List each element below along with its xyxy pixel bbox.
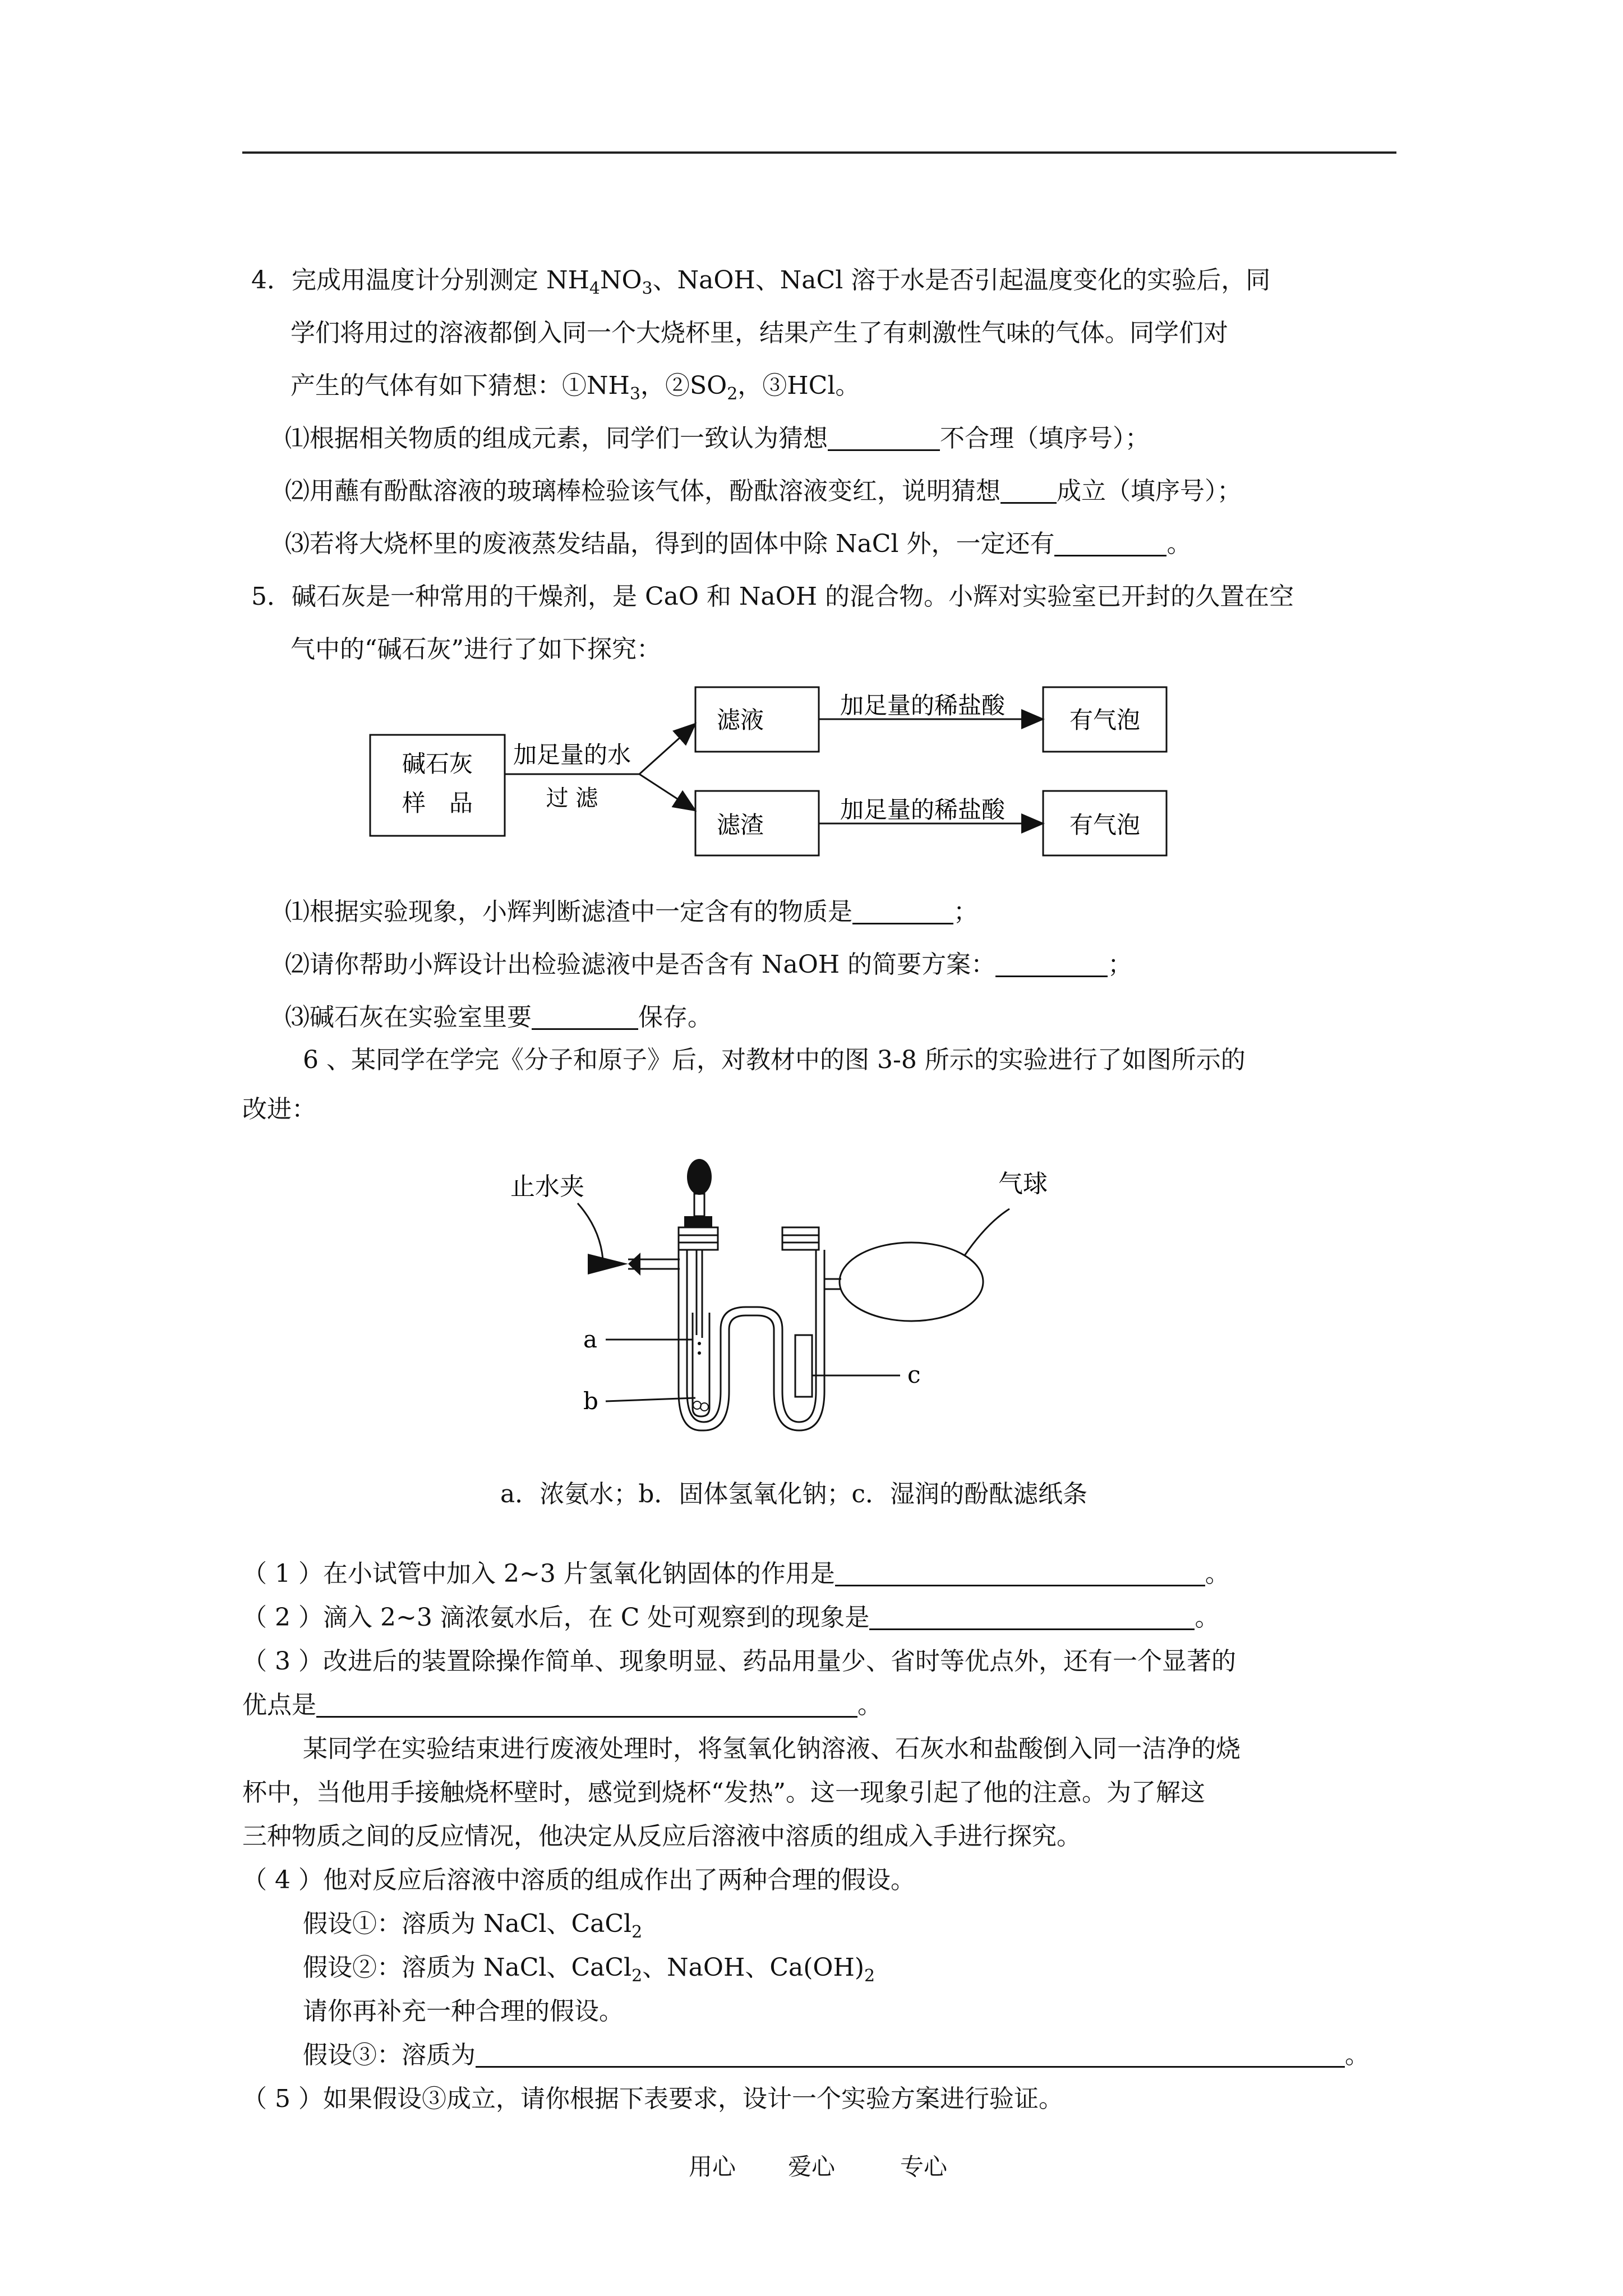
header-rule [242,151,1396,154]
filtrate-label: 滤液 [716,706,764,734]
footer-text-1: 用心 [689,2153,736,2180]
sample-label-2: 样 品 [402,789,473,817]
q5-line-2: 气中的“碱石灰”进行了如下探究： [291,635,661,664]
balloon [840,1243,983,1321]
label-c: c [907,1361,921,1388]
answer-blank[interactable] [1054,530,1166,556]
hypothesis-3: 假设③：溶质为 。 [303,2041,1370,2069]
small-test-tube [693,1313,709,1416]
q6-line-1: 6 、某同学在学完《分子和原子》后，对教材中的图 3-8 所示的实验进行了如图所示的 [303,1046,1246,1074]
acid-label-top: 加足量的稀盐酸 [840,692,1006,719]
result-label-top: 有气泡 [1069,706,1141,734]
result-label-bottom: 有气泡 [1069,811,1141,839]
q6-para-3: 三种物质之间的反应情况，他决定从反应后溶液中溶质的组成入手进行探究。 [242,1822,1081,1851]
q6-sub-3-cont: 优点是 。 [242,1691,882,1719]
acid-label-bottom: 加足量的稀盐酸 [840,796,1006,823]
q6-sub-3: （ 3 ）改进后的装置除操作简单、现象明显、药品用量少、省时等优点外，还有一个显著的 [242,1647,1236,1676]
right-stopper [782,1227,819,1250]
q4-part-2: ⑵用蘸有酚酞溶液的玻璃棒检验该气体，酚酞溶液变红，说明猜想 成立（填序号）； [285,477,1242,505]
q6-sub-1: （ 1 ）在小试管中加入 2~3 片氢氧化钠固体的作用是 。 [242,1559,1230,1588]
answer-blank[interactable] [869,1604,1195,1630]
q6-para-1: 某同学在实验结束进行废液处理时，将氢氧化钠溶液、石灰水和盐酸倒入同一洁净的烧 [303,1734,1241,1763]
answer-blank[interactable] [852,898,953,924]
filter-paper [795,1335,812,1397]
answer-blank[interactable] [828,425,940,451]
q4-line-2: 学们将用过的溶液都倒入同一个大烧杯里，结果产生了有刺激性气味的气体。同学们对 [291,319,1228,347]
left-stopper [679,1227,718,1250]
q6-para-2: 杯中，当他用手接触烧杯壁时，感觉到烧杯“发热”。这一现象引起了他的注意。为了解这 [242,1778,1205,1807]
step1-label-top: 加足量的水 [513,741,631,769]
dropper-bulb [687,1159,712,1195]
answer-blank[interactable] [532,1004,638,1030]
footer-text-3: 专心 [900,2153,948,2180]
q5-part-2: ⑵请你帮助小辉设计出检验滤液中是否含有 NaOH 的简要方案： ； [285,950,1133,979]
hypothesis-2: 假设②：溶质为 NaCl、CaCl$_2$、NaOH、$Ca(OH)_2$ [303,1953,875,1986]
answer-blank[interactable] [995,951,1108,977]
flowchart [359,673,1189,875]
q6-sub-4: （ 4 ）他对反应后溶液中溶质的组成作出了两种合理的假设。 [242,1866,915,1894]
hypothesis-1: 假设①：溶质为 NaCl、CaCl$_2$ [303,1910,643,1942]
residue-label: 滤渣 [716,811,764,839]
label-a: a [583,1326,598,1353]
balloon-label: 气球 [998,1170,1048,1198]
sample-label-1: 碱石灰 [402,750,473,777]
q5-line-1: 5．碱石灰是一种常用的干燥剂，是 CaO 和 NaOH 的混合物。小辉对实验室已开封的久置在空 [251,582,1294,611]
q4-part-1: ⑴根据相关物质的组成元素，同学们一致认为猜想 不合理（填序号）； [285,424,1150,453]
step1-label-bottom: 过 滤 [546,785,598,811]
apparatus-caption: a．浓氨水；b．固体氢氧化钠；c．湿润的酚酞滤纸条 [500,1480,1088,1508]
hypothesis-prompt: 请你再补充一种合理的假设。 [303,1997,624,2026]
answer-blank[interactable] [476,2041,1345,2068]
answer-blank[interactable] [835,1560,1205,1586]
q5-part-1: ⑴根据实验现象，小辉判断滤渣中一定含有的物质是 ； [285,898,978,926]
footer-text-2: 爱心 [788,2153,836,2180]
apparatus-diagram [494,1144,1155,1458]
q4-line-1: 4．完成用温度计分别测定 $NH_4NO_3$、NaOH、NaCl 溶于水是否引起温度变化的实验后，同 [251,266,1271,298]
clamp-label: 止水夹 [510,1172,584,1201]
q5-part-3: ⑶碱石灰在实验室里要 保存。 [285,1003,712,1032]
answer-blank[interactable] [1000,477,1057,504]
q4-part-3: ⑶若将大烧杯里的废液蒸发结晶，得到的固体中除 NaCl 外，一定还有 。 [285,530,1192,558]
q6-sub-5: （ 5 ）如果假设③成立，请你根据下表要求，设计一个实验方案进行验证。 [242,2085,1063,2113]
label-b: b [583,1387,598,1415]
answer-blank[interactable] [316,1691,857,1718]
q4-line-3: 产生的气体有如下猜想：$①NH_3$，$②SO_2$，③HCl。 [291,371,860,404]
q6-line-2: 改进： [242,1095,316,1124]
q6-sub-2: （ 2 ）滴入 2~3 滴浓氨水后，在 C 处可观察到的现象是 。 [242,1603,1220,1632]
